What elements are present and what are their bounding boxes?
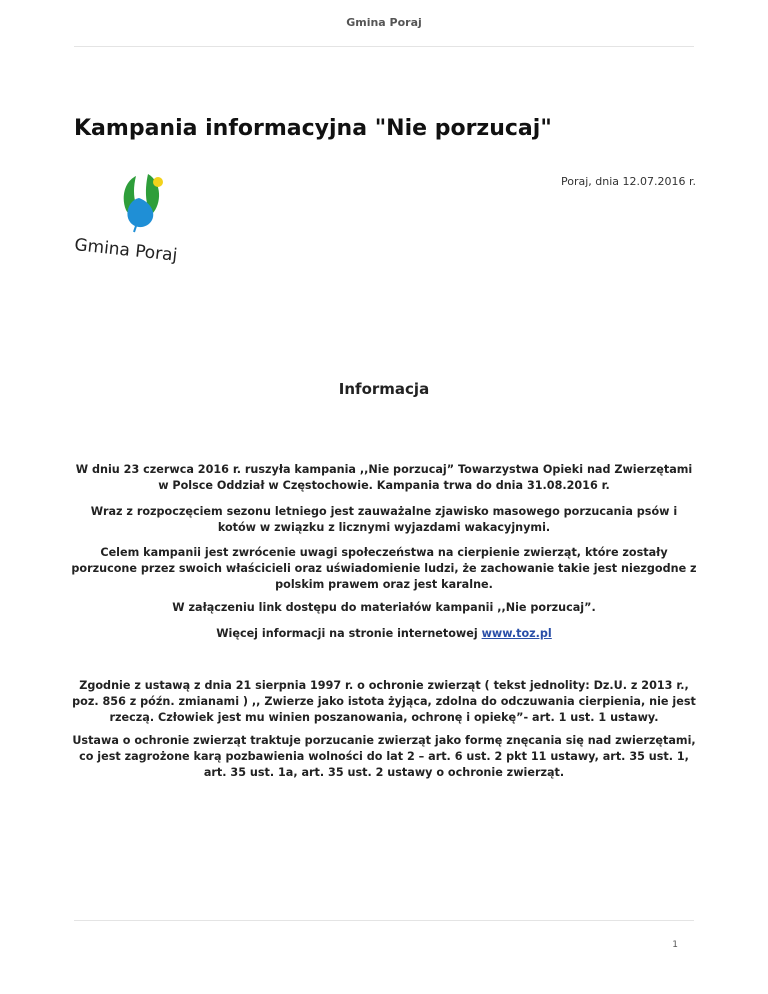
toz-website-link[interactable]: www.toz.pl <box>481 627 552 640</box>
page-title: Kampania informacyjna "Nie porzucaj" <box>74 116 552 141</box>
paragraph-summer-season: Wraz z rozpoczęciem sezonu letniego jest zauważalne zjawisko masowego porzucania psów i kotów w związku z licznymi wyjazdami wakacyjnymi. <box>90 505 678 534</box>
date-line: Poraj, dnia 12.07.2016 r. <box>560 175 696 188</box>
paragraph-legal-basis: Zgodnie z ustawą z dnia 21 sierpnia 1997 r. o ochronie zwierząt ( tekst jednolity: Dz.U. z 2013 r., poz. 856 z późn. zmianami ) ,, Zwierze jako istota żyjąca, zdolna do odczuwania cierpienia, nie jest rzeczą. Człowiek jest mu winien poszanowania, ochronę i opiekę”- art. 1 ust. 1 ustawy. <box>72 679 696 724</box>
gmina-poraj-logo <box>66 168 196 264</box>
paragraph-attachment: W załączeniu link dostępu do materiałów kampanii ,,Nie porzucaj”. <box>172 601 596 614</box>
paragraph-more-info <box>70 626 698 642</box>
logo-text: Gmina Poraj <box>73 235 179 264</box>
paragraph-campaign-goal: Celem kampanii jest zwrócenie uwagi społeczeństwa na cierpienie zwierząt, które zostały porzucone przez swoich właścicieli oraz uświadomienie ludzi, że zachowanie takie jest niezgodne z polskim prawem oraz jest karalne. <box>71 546 697 591</box>
page-footer-divider <box>74 920 694 921</box>
page-number: 1 <box>672 940 678 950</box>
more-info-text: Więcej informacji na stronie internetowej <box>216 627 482 640</box>
logo-graphic <box>66 168 196 264</box>
paragraph-legal-penalty: Ustawa o ochronie zwierząt traktuje porzucanie zwierząt jako formę znęcania się nad zwierzętami, co jest zagrożone karą pozbawienia wolności do lat 2 – art. 6 ust. 2 pkt 11 ustawy, art. 35 ust. 1, art. 35 ust. 1a, art. 35 ust. 2 ustawy o ochronie zwierząt. <box>72 734 696 779</box>
page-header <box>74 0 694 47</box>
header-title: Gmina Poraj <box>346 16 422 29</box>
section-heading: Informacja <box>338 380 430 398</box>
paragraph-campaign-start: W dniu 23 czerwca 2016 r. ruszyła kampania ,,Nie porzucaj” Towarzystwa Opieki nad Zwierzętami w Polsce Oddział w Częstochowie. Kampania trwa do dnia 31.08.2016 r. <box>75 463 693 492</box>
